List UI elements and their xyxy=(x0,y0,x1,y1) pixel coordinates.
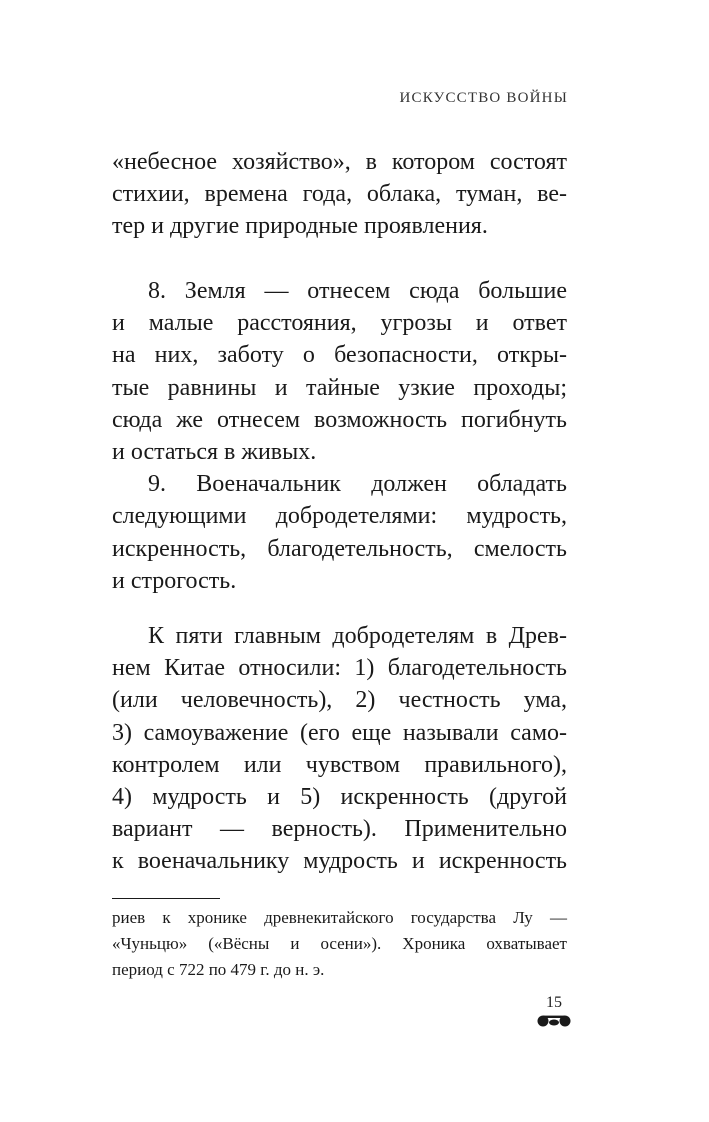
text-line: контролем или чувством правильного), xyxy=(112,751,567,778)
text-line: 3) самоуважение (его еще называли само- xyxy=(112,719,567,746)
text-line: вариант — верность). Применительно xyxy=(112,816,567,843)
text-line: тер и другие природные проявления. xyxy=(112,213,488,240)
text-line: К пяти главным добродетелям в Древ- xyxy=(148,623,567,649)
text-line: стихии, времена года, облака, туман, ве- xyxy=(112,181,567,208)
text-line: следующими добродетелями: мудрость, xyxy=(112,503,567,530)
footnote-line: период с 722 по 479 г. до н. э. xyxy=(112,960,325,979)
text-line: «небесное хозяйство», в котором состоят xyxy=(112,149,567,175)
text-line: сюда же отнесем возможность погибнуть xyxy=(112,406,567,433)
paragraph-earth xyxy=(112,275,567,468)
text-line: 9. Военачальник должен обладать xyxy=(148,471,567,498)
footnote xyxy=(112,905,567,983)
text-line: 4) мудрость и 5) искренность (другой xyxy=(112,784,567,811)
page-ornament-icon xyxy=(537,1014,571,1028)
paragraph-heaven-continuation xyxy=(112,146,567,243)
paragraph-virtues-commentary xyxy=(112,620,567,878)
text-line: и малые расстояния, угрозы и ответ xyxy=(112,310,567,337)
text-line: и остаться в живых. xyxy=(112,439,317,466)
footnote-divider xyxy=(112,898,220,899)
running-header: ИСКУССТВО ВОЙНЫ xyxy=(399,90,568,106)
text-line: на них, заботу о безопасности, откры- xyxy=(112,342,567,369)
text-line: (или человечность), 2) честность ума, xyxy=(112,687,567,714)
text-line: тые равнины и тайные узкие проходы; xyxy=(112,374,567,401)
text-line: к военачальнику мудрость и искренность xyxy=(112,848,567,875)
footnote-line: риев к хронике древнекитайского государства Лу — xyxy=(112,908,567,927)
paragraph-commander xyxy=(112,468,567,597)
page-number: 15 xyxy=(546,994,562,1011)
footnote-line: «Чуньцю» («Вёсны и осени»). Хроника охватывает xyxy=(112,934,567,953)
text-line: нем Китае относили: 1) благодетельность xyxy=(112,655,567,682)
text-line: искренность, благодетельность, смелость xyxy=(112,535,567,562)
paragraphs-earth-commander xyxy=(112,275,567,597)
text-line: 8. Земля — отнесем сюда большие xyxy=(148,278,567,304)
text-line: и строгость. xyxy=(112,567,237,594)
